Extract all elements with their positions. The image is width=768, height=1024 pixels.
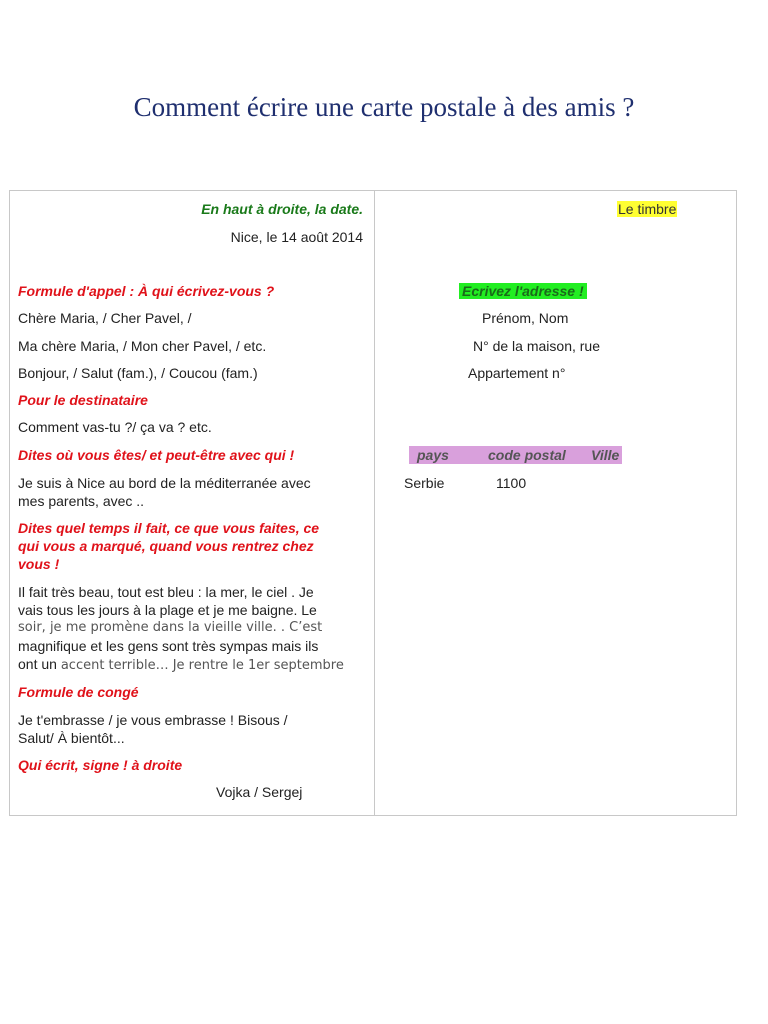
postal-code-value: 1100 [496, 475, 527, 491]
postcard-table [9, 190, 737, 816]
col-ville: Ville [591, 447, 620, 463]
country-value: Serbie [404, 475, 445, 491]
where-line: Je suis à Nice au bord de la méditerranée avec [18, 475, 311, 491]
col-postal-code: code postal [488, 447, 566, 463]
address-line: N° de la maison, rue [473, 338, 600, 354]
address-heading [459, 282, 587, 300]
closing-heading: Formule de congé [18, 684, 139, 700]
address-heading-label: Ecrivez l'adresse ! [459, 283, 587, 299]
sign-heading: Qui écrit, signe ! à droite [18, 757, 183, 773]
greeting-line: Ma chère Maria, / Mon cher Pavel, / etc. [18, 338, 267, 354]
date-value: Nice, le 14 août 2014 [230, 229, 363, 245]
weather-line [18, 655, 344, 675]
stamp-label: Le timbre [618, 201, 677, 217]
column-divider [374, 191, 375, 815]
recipient-heading: Pour le destinataire [18, 392, 148, 408]
address-line: Prénom, Nom [482, 310, 569, 326]
address-line: Appartement n° [468, 365, 566, 381]
weather-line: Il fait très beau, tout est bleu : la mer, le ciel . Je [18, 584, 314, 600]
signature: Vojka / Sergej [216, 784, 303, 800]
closing-line: Je t'embrasse / je vous embrasse ! Bisous / [18, 712, 288, 728]
greeting-line: Bonjour, / Salut (fam.), / Coucou (fam.) [18, 365, 258, 381]
weather-heading: Dites quel temps il fait, ce que vous faites, ce [18, 520, 320, 536]
weather-line-part: ont un [18, 656, 61, 672]
weather-line: soir, je me promène dans la vieille ville. . C’est [18, 620, 323, 635]
weather-heading: qui vous a marqué, quand vous rentrez chez [18, 538, 314, 554]
weather-line: magnifique et les gens sont très sympas mais ils [18, 638, 319, 654]
where-line: mes parents, avec .. [18, 493, 145, 509]
col-pays: pays [417, 447, 449, 463]
weather-line-part: accent terrible… Je rentre le 1er septembre [60, 658, 344, 673]
greeting-heading: Formule d'appel : À qui écrivez-vous ? [18, 283, 275, 299]
recipient-line: Comment vas-tu ?/ ça va ? etc. [18, 419, 212, 435]
weather-line: vais tous les jours à la plage et je me baigne. Le [18, 602, 317, 618]
stamp-placeholder [617, 200, 677, 218]
where-heading: Dites où vous êtes/ et peut-être avec qui ! [18, 447, 295, 463]
date-heading: En haut à droite, la date. [201, 201, 363, 217]
page-title: Comment écrire une carte postale à des amis ? [133, 92, 635, 122]
closing-line: Salut/ À bientôt... [18, 730, 125, 746]
greeting-line: Chère Maria, / Cher Pavel, / [18, 310, 192, 326]
country-header-bar [409, 446, 622, 464]
weather-heading: vous ! [18, 556, 60, 572]
